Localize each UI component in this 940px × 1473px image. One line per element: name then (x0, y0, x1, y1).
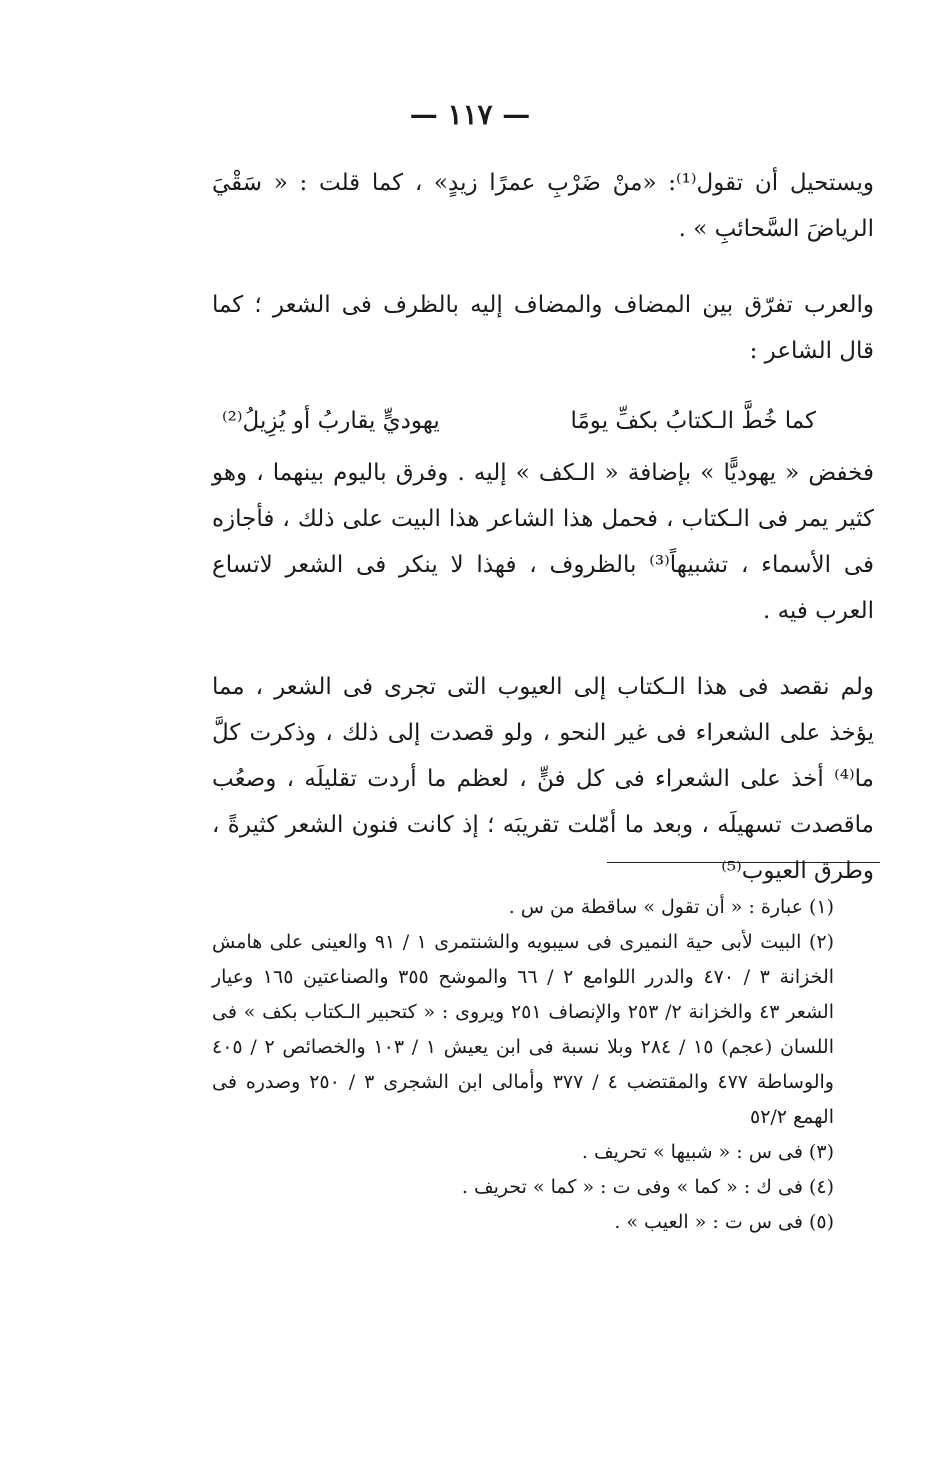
footnote-4: (٤) فى ك : « كما » وفى ت : « كما » تحريف . (461, 1176, 834, 1198)
poem-verse (212, 398, 874, 444)
footnote-3: (٣) فى س : « شبيها » تحريف . (581, 1141, 834, 1163)
verse-first-hemistich: كما خُطَّ الـكتابُ بكفِّ يومًا (570, 408, 816, 434)
footnote-1: (١) عبارة : « أن تقول » ساقطة من س . (508, 896, 834, 918)
verse-second-hemistich: يهوديٍّ يقاربُ أو يُزِيلُ⁽²⁾ (222, 408, 440, 434)
footnotes (212, 890, 874, 1240)
footnote-2: (٢) البيت لأبى حية النميرى فى سيبويه والشنتمرى ١ / ٩١ والعينى على هامش الخزانة ٣ / ٤٧٠ والدرر اللوامع ٢ / ٦٦ والموشح ٣٥٥ والصناعتين ١٦٥ وعيار الشعر ٤٣ والخزانة ٢/ ٢٥٣ والإنصاف ٢٥١ ويروى : « كتحبير الـكتاب بكف » فى اللسان (عجم) ١٥ / ٢٨٤ وبلا نسبة فى ابن يعيش ١ / ١٠٣ والخصائص ٢ / ٤٠٥ والوساطة ٤٧٧ والمقتضب ٤ / ٣٧٧ وأمالى ابن الشجرى ٣ / ٢٥٠ وصدره فى الهمع ٥٢/٢ (212, 931, 835, 1128)
footnote-divider (607, 862, 880, 863)
main-text (212, 160, 874, 924)
paragraph-1: ويستحيل أن تقول⁽¹⁾: «منْ ضَرْبِ عمرًا زيدٍ» ، كما قلت : « سَقْيَ الرياضَ السَّحائبِ » . (212, 170, 874, 242)
paragraph-4: ولم نقصد فى هذا الـكتاب إلى العيوب التى تجرى فى الشعر ، مما يؤخذ على الشعراء فى غير النحو ، ولو قصدت إلى ذلك ، وذكرت كلَّ ما⁽⁴⁾ أخذ على الشعراء فى كل فنٍّ ، لعظم ما أردت تقليلَه ، وصعُب ماقصدت تسهيلَه ، وبعد ما أمّلت تقريبَه ؛ إذ كانت فنون الشعر كثيرةً ، وطرق العيوب⁽⁵⁾ (212, 674, 874, 884)
page-number: — ١١٧ — (409, 98, 531, 131)
footnote-5: (٥) فى س ت : « العيب » . (614, 1211, 834, 1233)
paragraph-2: والعرب تفرّق بين المضاف والمضاف إليه بالظرف فى الشعر ؛ كما قال الشاعر : (212, 292, 874, 364)
paragraph-3: فخفض « يهوديًّا » بإضافة « الـكف » إليه . وفرق باليوم بينهما ، وهو كثير يمر فى الـكتاب ، فحمل هذا الشاعر هذا البيت على ذلك ، فأجازه فى الأسماء ، تشبيهاً⁽³⁾ بالظروف ، فهذا لا ينكر فى الشعر لاتساع العرب فيه . (212, 460, 875, 624)
